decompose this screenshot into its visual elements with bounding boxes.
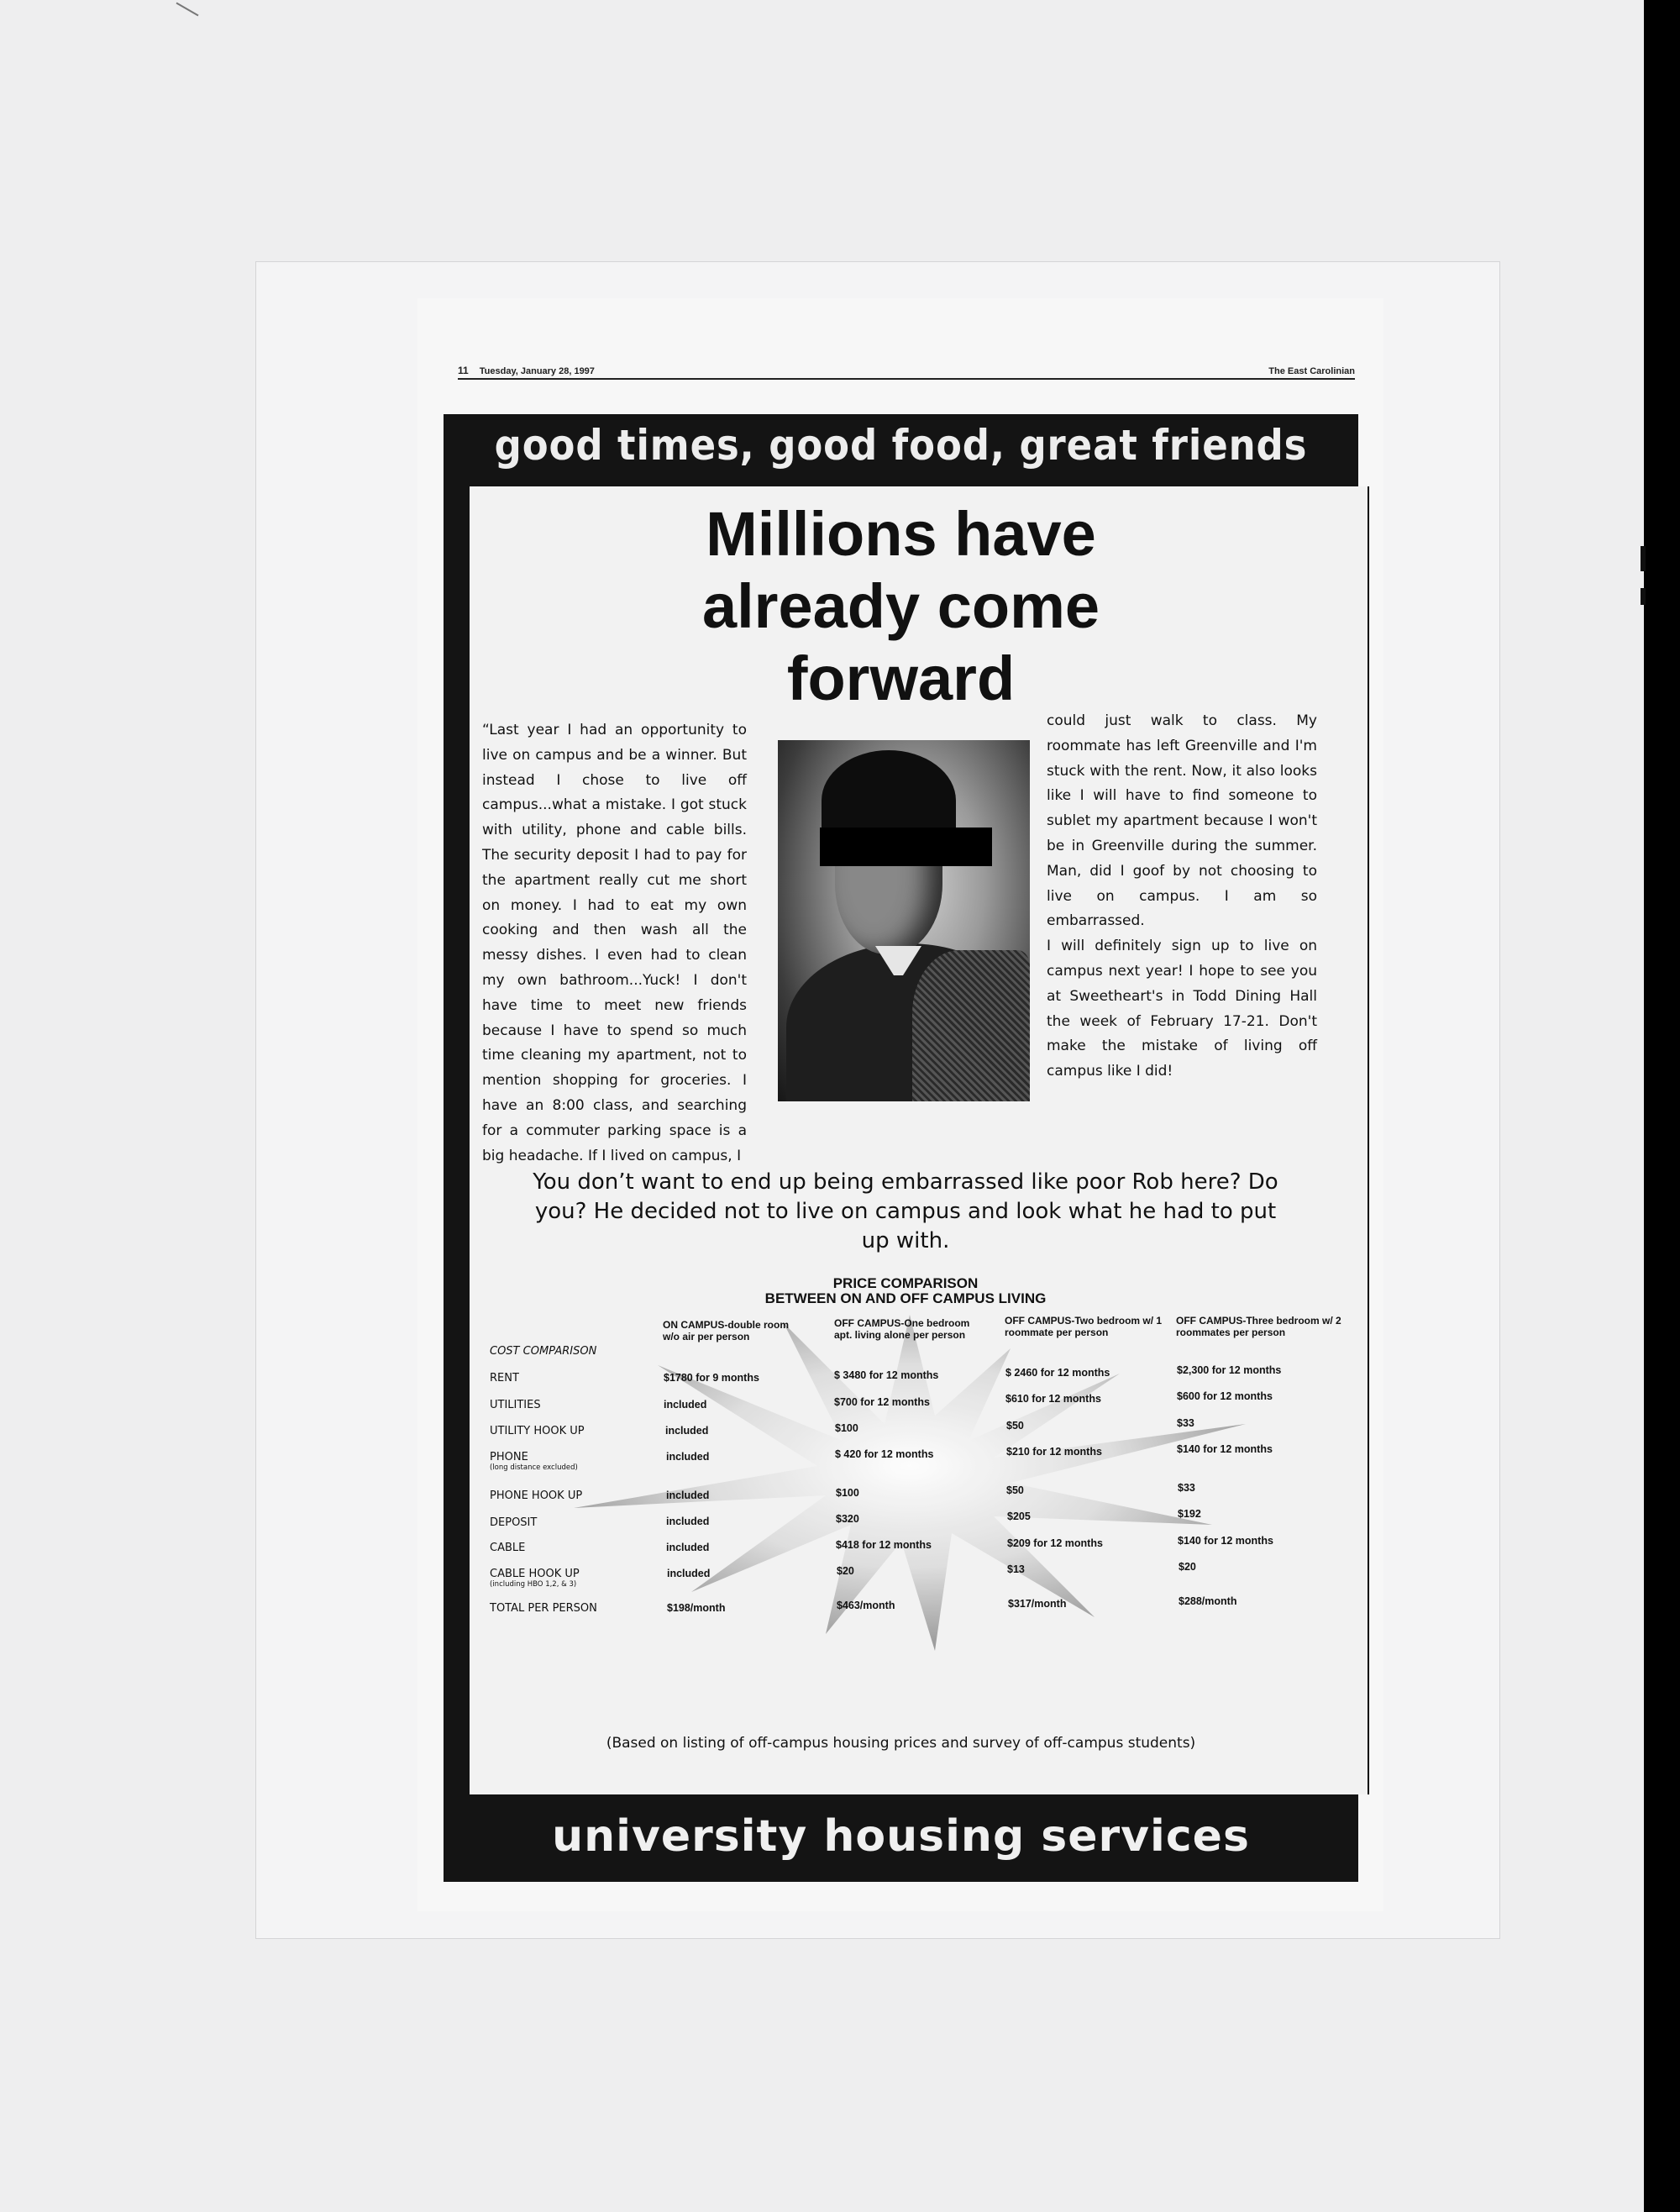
table-cell: $20 <box>837 1565 854 1577</box>
row-label-text: CABLE HOOK UP <box>490 1568 580 1580</box>
row-label-text: UTILITIES <box>490 1399 541 1411</box>
table-cell: $320 <box>836 1513 859 1525</box>
table-cell: $33 <box>1178 1482 1195 1494</box>
row-label-text: CABLE <box>490 1542 526 1554</box>
column-header: ON CAMPUS-double room w/o air per person <box>663 1319 789 1342</box>
table-cell: $50 <box>1006 1484 1024 1496</box>
running-head-left <box>458 365 595 376</box>
table-cell: $463/month <box>837 1600 895 1611</box>
table-cell: $610 for 12 months <box>1005 1393 1101 1405</box>
headline-line: forward <box>786 644 1016 713</box>
row-label <box>490 1490 582 1502</box>
table-cell: $ 2460 for 12 months <box>1005 1367 1110 1379</box>
table-cell: included <box>666 1516 710 1527</box>
column-header: OFF CAMPUS-Two bedroom w/ 1 roommate per person <box>1005 1315 1163 1338</box>
publication-name: The East Carolinian <box>1268 366 1355 376</box>
row-label-text: PHONE HOOK UP <box>490 1490 583 1502</box>
page-number: 11 <box>458 365 469 376</box>
table-cell: $100 <box>835 1422 858 1434</box>
row-label-text: UTILITY HOOK UP <box>490 1425 585 1437</box>
table-cell: $317/month <box>1008 1598 1067 1610</box>
price-comparison-table <box>444 414 1358 1882</box>
table-cell: $198/month <box>667 1602 726 1614</box>
row-label-text: TOTAL PER PERSON <box>490 1602 597 1615</box>
scan-edge-mark <box>1641 546 1646 571</box>
issue-date: Tuesday, January 28, 1997 <box>479 366 595 376</box>
headline-line: already come <box>701 571 1100 641</box>
table-cell: $33 <box>1177 1417 1194 1429</box>
column-header: OFF CAMPUS-One bedroom apt. living alone per person <box>834 1317 970 1341</box>
corner-label: COST COMPARISON <box>490 1345 597 1358</box>
comparison-title-line: BETWEEN ON AND OFF CAMPUS LIVING <box>764 1290 1047 1306</box>
row-label-text: DEPOSIT <box>490 1516 538 1529</box>
advertisement <box>444 414 1358 1882</box>
column-header: OFF CAMPUS-Three bedroom w/ 2 roommates per person <box>1176 1315 1341 1338</box>
banner-bottom: university housing services <box>552 1811 1250 1862</box>
table-cell: $1780 for 9 months <box>664 1372 759 1384</box>
table-cell: $210 for 12 months <box>1006 1446 1102 1458</box>
row-label-text: PHONE <box>490 1451 528 1463</box>
table-cell: $205 <box>1007 1511 1031 1522</box>
table-cell: $ 420 for 12 months <box>835 1448 934 1460</box>
table-cell: $209 for 12 months <box>1007 1537 1103 1549</box>
table-cell: included <box>667 1568 711 1579</box>
table-cell: $288/month <box>1179 1595 1237 1607</box>
testimonial-left: “Last year I had an opportunity to live on campus and be a winner. But instead I chose to live off campus...what a mistake. I got stuck with utility, phone and cable bills. The security deposit I had to pay for the apartment really cut me short on money. I had to eat my own cooking and then wash all the messy dishes. I even had to clean my own bathroom...Yuck! I don't have time to meet new friends because I have to spend so much time cleaning my apartment, not to mention shopping for groceries. I have an 8:00 class, and searching for a commuter parking space is a big headache. If I lived on campus, I <box>482 722 747 1164</box>
table-cell: $2,300 for 12 months <box>1177 1364 1282 1376</box>
table-cell: $13 <box>1007 1563 1025 1575</box>
table-cell: included <box>664 1399 707 1411</box>
row-label <box>490 1542 525 1554</box>
headline-line: Millions have <box>706 499 1096 569</box>
table-cell: $418 for 12 months <box>836 1539 932 1551</box>
table-cell: $192 <box>1178 1508 1201 1520</box>
comparison-title-line: PRICE COMPARISON <box>832 1275 979 1291</box>
table-cell: included <box>666 1542 710 1553</box>
table-cell: $20 <box>1179 1561 1196 1573</box>
row-label <box>490 1602 597 1615</box>
table-cell: $600 for 12 months <box>1177 1390 1273 1402</box>
scan-edge-mark <box>1641 588 1646 605</box>
row-label-note: (long distance excluded) <box>490 1463 578 1472</box>
row-label <box>490 1372 519 1384</box>
footnote: (Based on listing of off-campus housing prices and survey of off-campus students) <box>606 1735 1196 1752</box>
table-cell: included <box>666 1490 710 1501</box>
testimonial-right-paragraph: could just walk to class. My roommate has left Greenville and I'm stuck with the rent. Now, it also looks like I will have to find someone to sublet my apartment because I won't be in Greenville during the summer. Man, did I goof by not choosing to live on campus. I am so embarrassed. <box>1047 712 1317 930</box>
row-label <box>490 1451 578 1472</box>
row-label-note: (including HBO 1,2, & 3) <box>490 1580 577 1589</box>
table-cell: included <box>666 1451 710 1463</box>
row-label <box>490 1399 541 1411</box>
row-label <box>490 1425 585 1437</box>
table-cell: $100 <box>836 1487 859 1499</box>
running-head <box>458 361 1355 380</box>
row-label <box>490 1568 580 1589</box>
table-cell: $140 for 12 months <box>1177 1443 1273 1455</box>
banner-top: good times, good food, great friends <box>494 421 1308 470</box>
tagline: You don’t want to end up being embarrassed like poor Rob here? Do you? He decided not to live on campus and look what he had to put up with. <box>533 1169 1278 1253</box>
row-label-text: RENT <box>490 1372 519 1384</box>
testimonial-right-paragraph: I will definitely sign up to live on campus next year! I hope to see you at Sweetheart's in Todd Dining Hall the week of February 17-21. Don't make the mistake of living off campus like I did! <box>1047 938 1317 1080</box>
row-label <box>490 1516 537 1529</box>
table-cell: $ 3480 for 12 months <box>834 1369 939 1381</box>
table-cell: $140 for 12 months <box>1178 1535 1273 1547</box>
table-cell: $700 for 12 months <box>834 1396 930 1408</box>
table-cell: included <box>665 1425 709 1437</box>
table-cell: $50 <box>1006 1420 1024 1432</box>
